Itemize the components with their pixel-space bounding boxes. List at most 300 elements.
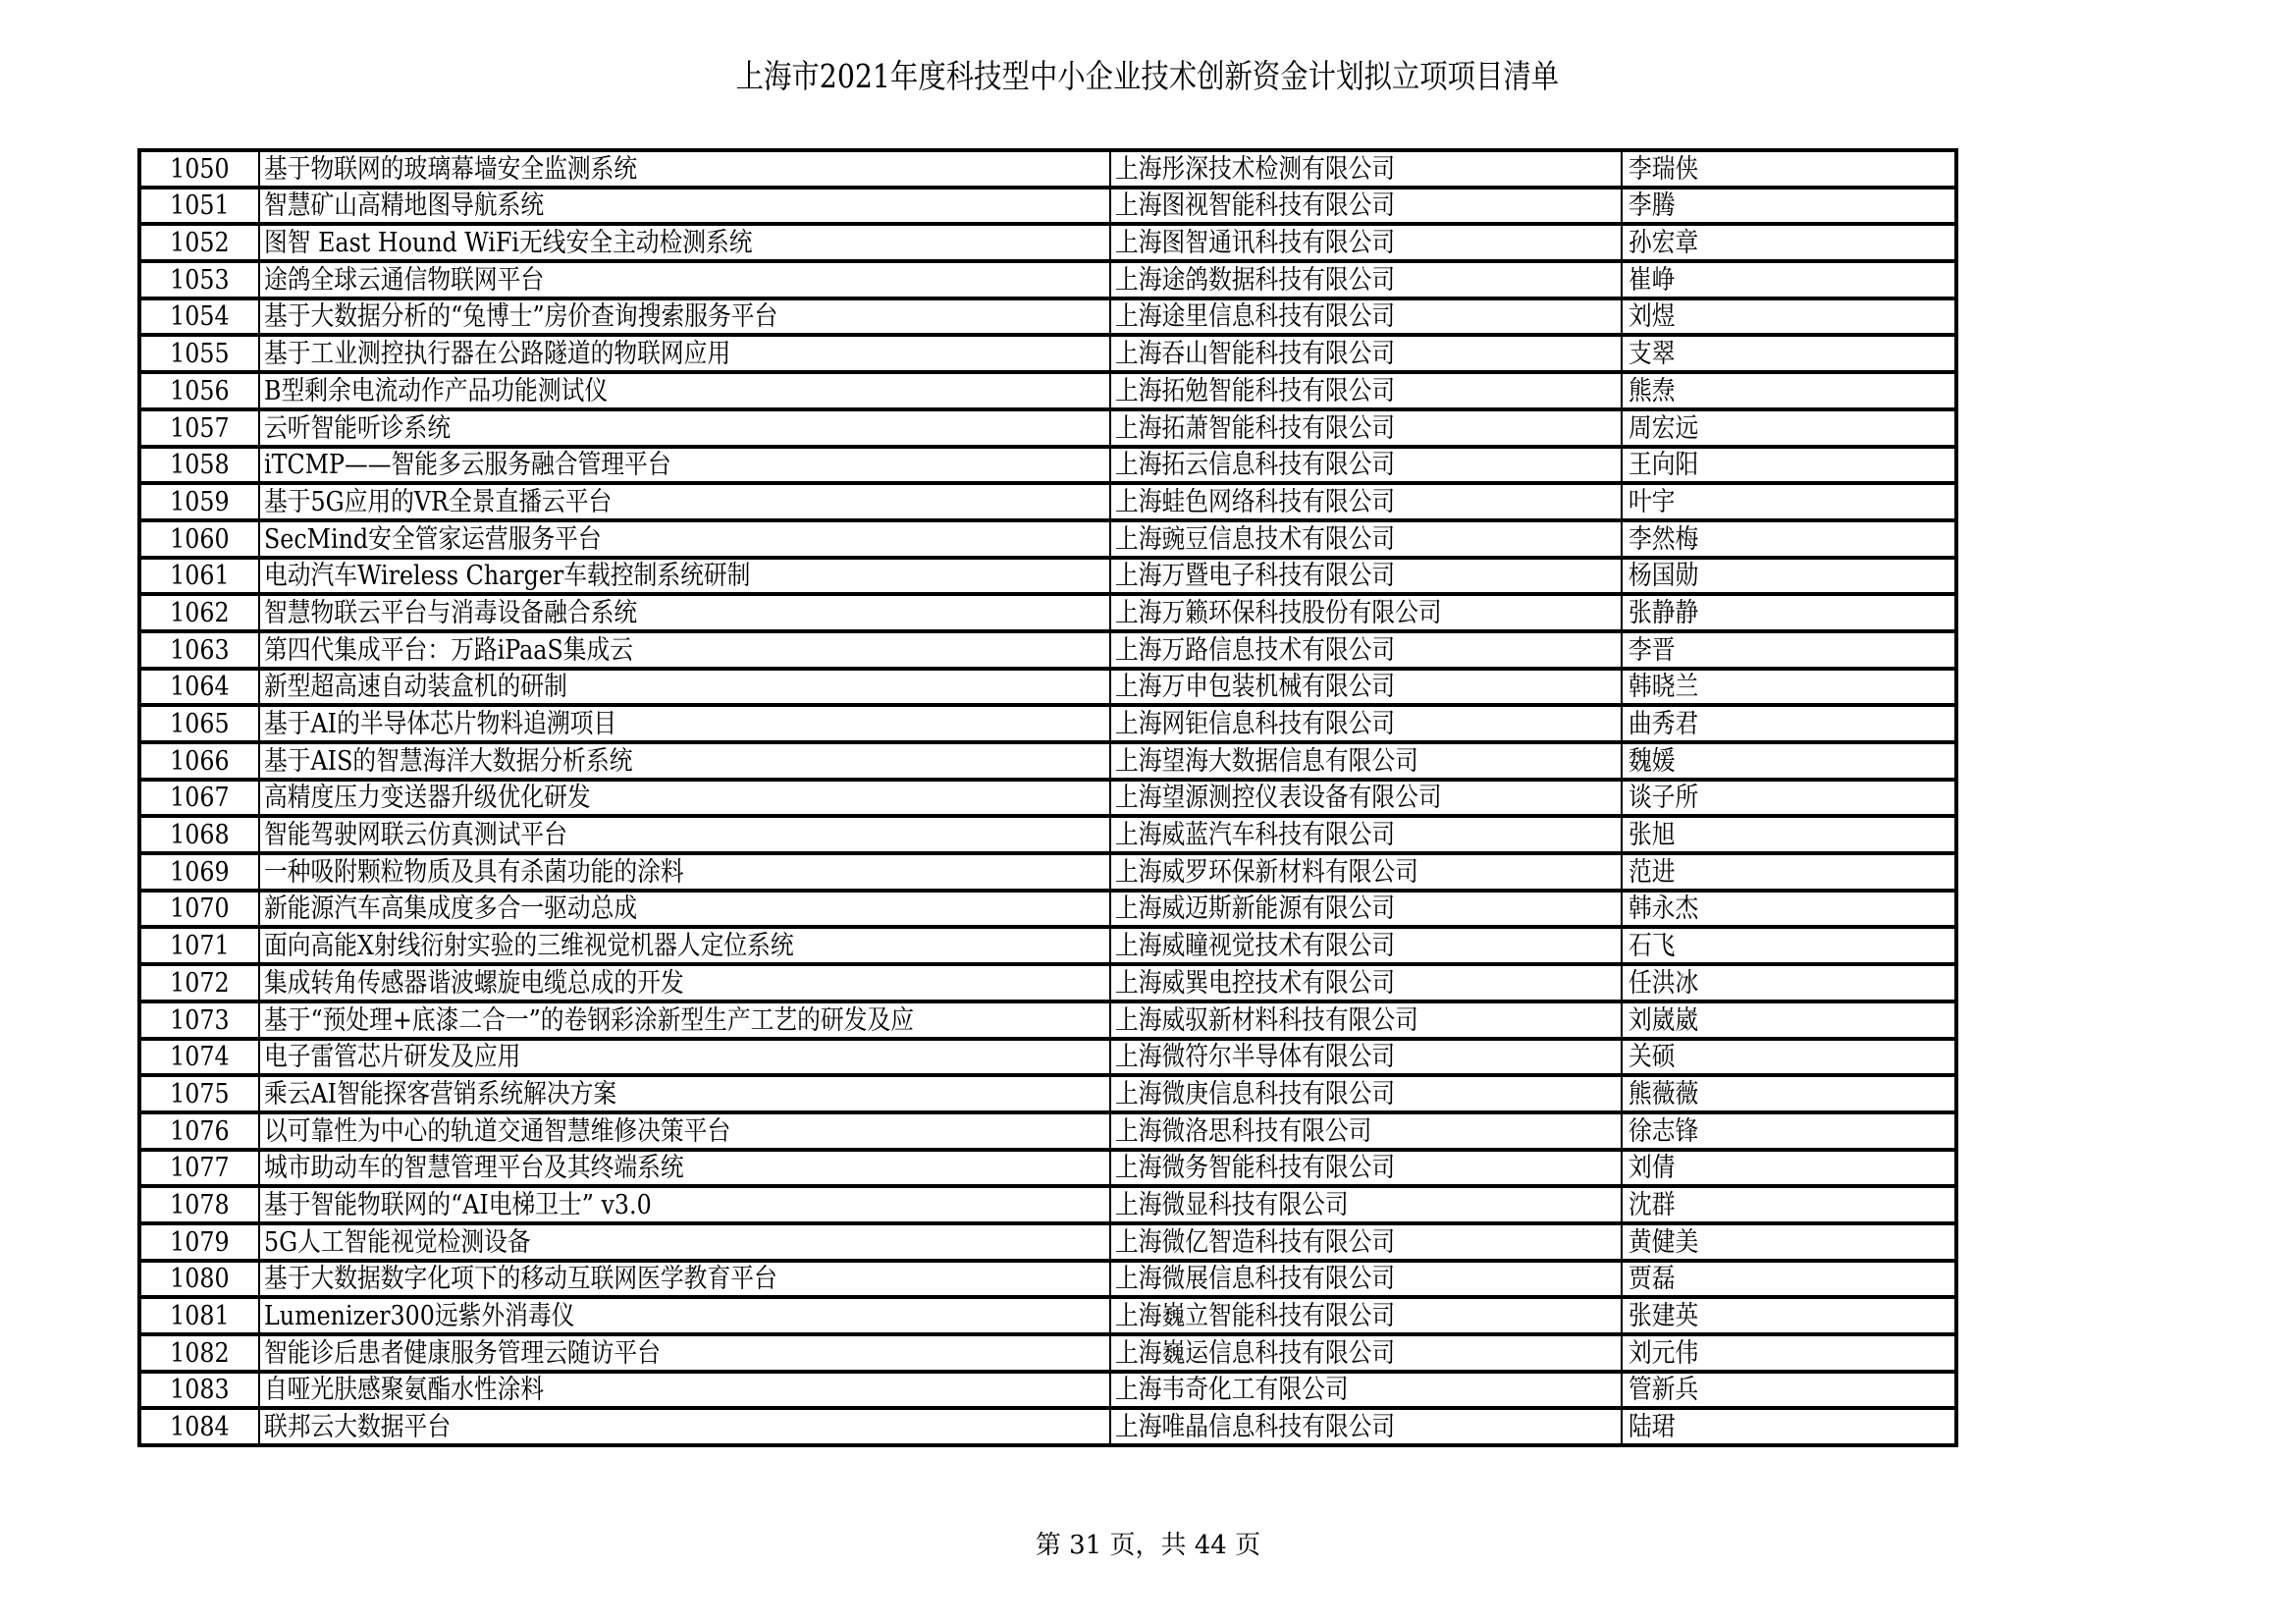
- cell-number-text: 1055: [170, 339, 230, 370]
- table-row: [139, 742, 1956, 780]
- cell-project-name: [259, 520, 1110, 558]
- cell-project-name: [259, 558, 1110, 595]
- cell-project-name-text: 基于大数据分析的“兔博士”房价查询搜索服务平台: [264, 301, 778, 333]
- table-row: [139, 669, 1956, 706]
- cell-project-name-text: 云听智能听诊系统: [264, 412, 452, 444]
- cell-project-name: [259, 964, 1110, 1001]
- cell-contact: [1622, 335, 1956, 372]
- cell-company-text: 上海微显科技有限公司: [1115, 1189, 1349, 1220]
- cell-project-name-text: 基于工业测控执行器在公路隧道的物联网应用: [264, 339, 731, 370]
- cell-contact: [1622, 1261, 1956, 1298]
- cell-contact-text: 沈群: [1629, 1189, 1676, 1220]
- cell-contact-text: 支翠: [1629, 339, 1676, 370]
- cell-contact-text: 张旭: [1629, 820, 1676, 851]
- cell-project-name-text: 以可靠性为中心的轨道交通智慧维修决策平台: [264, 1115, 731, 1147]
- cell-project-name: [259, 1372, 1110, 1409]
- cell-company-text: 上海微庚信息科技有限公司: [1115, 1078, 1396, 1110]
- cell-number: [139, 1261, 259, 1298]
- cell-contact: [1622, 594, 1956, 631]
- cell-company-text: 上海微务智能科技有限公司: [1115, 1153, 1396, 1184]
- cell-number: [139, 742, 259, 780]
- cell-number-text: 1080: [170, 1264, 230, 1295]
- cell-number-text: 1082: [170, 1337, 230, 1369]
- cell-project-name: [259, 853, 1110, 891]
- table-row: [139, 1150, 1956, 1187]
- cell-company: [1110, 1297, 1622, 1334]
- table-row: [139, 1039, 1956, 1076]
- cell-contact-text: 关硕: [1629, 1042, 1676, 1073]
- cell-company-text: 上海微展信息科技有限公司: [1115, 1264, 1396, 1295]
- cell-contact-text: 徐志锋: [1629, 1115, 1699, 1147]
- cell-project-name: [259, 1075, 1110, 1112]
- cell-company-text: 上海微符尔半导体有限公司: [1115, 1042, 1396, 1073]
- cell-project-name: [259, 669, 1110, 706]
- cell-project-name-text: 联邦云大数据平台: [264, 1412, 452, 1443]
- cell-contact-text: 贾磊: [1629, 1264, 1676, 1295]
- cell-number-text: 1064: [170, 672, 230, 703]
- cell-project-name: [259, 372, 1110, 409]
- cell-company: [1110, 188, 1622, 225]
- cell-number: [139, 483, 259, 520]
- cell-contact: [1622, 1150, 1956, 1187]
- cell-company-text: 上海蛙色网络科技有限公司: [1115, 486, 1396, 517]
- cell-project-name-text: 图智 East Hound WiFi无线安全主动检测系统: [264, 228, 753, 259]
- cell-contact: [1622, 1223, 1956, 1261]
- table-row: [139, 1001, 1956, 1039]
- cell-company-text: 上海拓云信息科技有限公司: [1115, 450, 1396, 481]
- table-row: [139, 1408, 1956, 1445]
- cell-contact-text: 张建英: [1629, 1301, 1699, 1331]
- table-row: [139, 1372, 1956, 1409]
- cell-project-name: [259, 1261, 1110, 1298]
- cell-number-text: 1061: [170, 561, 230, 592]
- cell-number: [139, 1223, 259, 1261]
- cell-contact: [1622, 1297, 1956, 1334]
- cell-company-text: 上海唯晶信息科技有限公司: [1115, 1412, 1396, 1443]
- cell-contact-text: 李晋: [1629, 634, 1676, 666]
- cell-contact-text: 刘煜: [1629, 301, 1676, 333]
- cell-number: [139, 1408, 259, 1445]
- cell-project-name: [259, 891, 1110, 928]
- table-row: [139, 631, 1956, 669]
- table-row: [139, 1297, 1956, 1334]
- cell-company: [1110, 1223, 1622, 1261]
- cell-contact: [1622, 927, 1956, 964]
- cell-number-text: 1078: [170, 1189, 230, 1220]
- cell-contact-text: 陆珺: [1629, 1412, 1676, 1443]
- table-row: [139, 298, 1956, 336]
- cell-company: [1110, 224, 1622, 261]
- cell-contact: [1622, 631, 1956, 669]
- cell-contact: [1622, 742, 1956, 780]
- cell-number: [139, 335, 259, 372]
- cell-number-text: 1065: [170, 709, 230, 739]
- cell-project-name-text: 自哑光肤感聚氨酯水性涂料: [264, 1375, 545, 1406]
- cell-number: [139, 1075, 259, 1112]
- cell-contact-text: 刘崴崴: [1629, 1004, 1699, 1036]
- cell-company-text: 上海网钜信息科技有限公司: [1115, 709, 1396, 739]
- cell-company: [1110, 780, 1622, 817]
- cell-company: [1110, 447, 1622, 484]
- page-footer: 第 31 页，共 44 页: [1035, 1531, 1261, 1560]
- cell-company-text: 上海万申包装机械有限公司: [1115, 672, 1396, 703]
- table-row: [139, 261, 1956, 298]
- cell-project-name: [259, 224, 1110, 261]
- cell-number: [139, 372, 259, 409]
- cell-project-name-text: 智慧矿山高精地图导航系统: [264, 190, 545, 222]
- cell-number-text: 1069: [170, 856, 230, 888]
- cell-number-text: 1071: [170, 931, 230, 962]
- cell-project-name: [259, 1186, 1110, 1223]
- cell-company: [1110, 335, 1622, 372]
- cell-company-text: 上海豌豆信息技术有限公司: [1115, 523, 1396, 555]
- document-title: 上海市2021年度科技型中小企业技术创新资金计划拟立项项目清单: [735, 57, 1560, 95]
- cell-project-name-text: 智慧物联云平台与消毒设备融合系统: [264, 597, 638, 628]
- cell-project-name-text: iTCMP——智能多云服务融合管理平台: [264, 450, 671, 481]
- cell-company-text: 上海彤深技术检测有限公司: [1115, 153, 1396, 185]
- cell-contact: [1622, 816, 1956, 853]
- cell-number: [139, 520, 259, 558]
- cell-contact: [1622, 1039, 1956, 1076]
- cell-number-text: 1057: [170, 412, 230, 444]
- cell-company: [1110, 1075, 1622, 1112]
- cell-project-name-text: 基于AI的半导体芯片物料追溯项目: [264, 709, 617, 739]
- cell-contact: [1622, 1334, 1956, 1372]
- cell-company: [1110, 409, 1622, 447]
- cell-company: [1110, 558, 1622, 595]
- cell-company-text: 上海威巽电控技术有限公司: [1115, 967, 1396, 999]
- cell-number: [139, 298, 259, 336]
- cell-contact-text: 刘元伟: [1629, 1337, 1699, 1369]
- cell-contact: [1622, 150, 1956, 188]
- table-row: [139, 335, 1956, 372]
- cell-project-name-text: 电动汽车Wireless Charger车载控制系统研制: [264, 561, 751, 592]
- cell-contact: [1622, 558, 1956, 595]
- cell-project-name-text: 基于智能物联网的“AI电梯卫士” v3.0: [264, 1189, 652, 1220]
- cell-number: [139, 1372, 259, 1409]
- cell-project-name: [259, 1112, 1110, 1150]
- cell-contact: [1622, 964, 1956, 1001]
- cell-contact: [1622, 520, 1956, 558]
- cell-project-name: [259, 483, 1110, 520]
- cell-company-text: 上海万路信息技术有限公司: [1115, 634, 1396, 666]
- cell-number: [139, 261, 259, 298]
- cell-project-name-text: 途鸽全球云通信物联网平台: [264, 264, 545, 296]
- cell-company: [1110, 1261, 1622, 1298]
- cell-contact-text: 刘倩: [1629, 1153, 1676, 1184]
- cell-number-text: 1058: [170, 450, 230, 481]
- cell-project-name: [259, 1001, 1110, 1039]
- cell-company-text: 上海万籁环保科技股份有限公司: [1115, 597, 1442, 628]
- cell-project-name: [259, 1408, 1110, 1445]
- cell-project-name-text: SecMind安全管家运营服务平台: [264, 523, 602, 555]
- cell-number-text: 1070: [170, 893, 230, 925]
- cell-contact: [1622, 1186, 1956, 1223]
- cell-number-text: 1056: [170, 375, 230, 406]
- cell-company: [1110, 594, 1622, 631]
- table-row: [139, 816, 1956, 853]
- cell-number-text: 1073: [170, 1004, 230, 1036]
- cell-project-name-text: B型剩余电流动作产品功能测试仪: [264, 375, 609, 406]
- cell-contact: [1622, 483, 1956, 520]
- cell-number-text: 1054: [170, 301, 230, 333]
- cell-company-text: 上海拓萧智能科技有限公司: [1115, 412, 1396, 444]
- cell-number-text: 1060: [170, 523, 230, 555]
- cell-company: [1110, 1408, 1622, 1445]
- cell-contact: [1622, 705, 1956, 742]
- cell-company: [1110, 261, 1622, 298]
- cell-project-name-text: 基于大数据数字化项下的移动互联网医学教育平台: [264, 1264, 777, 1295]
- cell-company: [1110, 853, 1622, 891]
- cell-number: [139, 1186, 259, 1223]
- cell-project-name: [259, 1297, 1110, 1334]
- cell-contact-text: 范进: [1629, 856, 1676, 888]
- cell-number: [139, 1112, 259, 1150]
- table-row: [139, 594, 1956, 631]
- cell-contact: [1622, 188, 1956, 225]
- cell-contact: [1622, 447, 1956, 484]
- cell-contact: [1622, 780, 1956, 817]
- cell-company: [1110, 520, 1622, 558]
- cell-number: [139, 150, 259, 188]
- cell-project-name-text: 基于“预处理+底漆二合一”的卷钢彩涂新型生产工艺的研发及应: [264, 1004, 914, 1036]
- cell-company: [1110, 1039, 1622, 1076]
- cell-project-name: [259, 1334, 1110, 1372]
- cell-project-name: [259, 1223, 1110, 1261]
- cell-project-name: [259, 742, 1110, 780]
- cell-company-text: 上海途里信息科技有限公司: [1115, 301, 1396, 333]
- cell-project-name: [259, 594, 1110, 631]
- cell-number-text: 1052: [170, 228, 230, 259]
- cell-project-name: [259, 1150, 1110, 1187]
- cell-contact-text: 李腾: [1629, 190, 1676, 222]
- cell-company-text: 上海威驭新材料科技有限公司: [1115, 1004, 1418, 1036]
- table-row: [139, 853, 1956, 891]
- cell-contact-text: 张静静: [1629, 597, 1699, 628]
- cell-company-text: 上海图视智能科技有限公司: [1115, 190, 1396, 222]
- cell-number: [139, 558, 259, 595]
- cell-number: [139, 409, 259, 447]
- cell-company: [1110, 1112, 1622, 1150]
- cell-number-text: 1077: [170, 1153, 230, 1184]
- cell-number-text: 1062: [170, 597, 230, 628]
- cell-contact-text: 任洪冰: [1629, 967, 1699, 999]
- cell-project-name: [259, 261, 1110, 298]
- cell-project-name-text: 基于5G应用的VR全景直播云平台: [264, 486, 613, 517]
- table-row: [139, 1334, 1956, 1372]
- cell-number: [139, 780, 259, 817]
- table-row: [139, 447, 1956, 484]
- cell-project-name: [259, 816, 1110, 853]
- table-row: [139, 780, 1956, 817]
- table-row: [139, 705, 1956, 742]
- cell-contact-text: 熊焘: [1629, 375, 1676, 406]
- cell-project-name: [259, 705, 1110, 742]
- cell-company: [1110, 1186, 1622, 1223]
- cell-contact-text: 黄健美: [1629, 1226, 1699, 1258]
- table-row: [139, 1223, 1956, 1261]
- table-row: [139, 409, 1956, 447]
- cell-number: [139, 669, 259, 706]
- table-row: [139, 1261, 1956, 1298]
- cell-project-name-text: 面向高能X射线衍射实验的三维视觉机器人定位系统: [264, 931, 794, 962]
- cell-project-name: [259, 1039, 1110, 1076]
- cell-contact: [1622, 298, 1956, 336]
- table-row: [139, 891, 1956, 928]
- cell-number-text: 1051: [170, 190, 230, 222]
- cell-company-text: 上海望海大数据信息有限公司: [1115, 745, 1418, 777]
- cell-company: [1110, 964, 1622, 1001]
- table-row: [139, 964, 1956, 1001]
- table-row: [139, 927, 1956, 964]
- cell-company: [1110, 705, 1622, 742]
- cell-project-name-text: 一种吸附颗粒物质及具有杀菌功能的涂料: [264, 856, 684, 888]
- cell-company-text: 上海途鸽数据科技有限公司: [1115, 264, 1396, 296]
- cell-company: [1110, 1001, 1622, 1039]
- cell-number-text: 1068: [170, 820, 230, 851]
- cell-project-name-text: 新能源汽车高集成度多合一驱动总成: [264, 893, 638, 925]
- cell-company: [1110, 1372, 1622, 1409]
- cell-company-text: 上海望源测控仪表设备有限公司: [1115, 783, 1442, 814]
- cell-number-text: 1072: [170, 967, 230, 999]
- cell-company-text: 上海威罗环保新材料有限公司: [1115, 856, 1418, 888]
- table-row: [139, 372, 1956, 409]
- cell-number: [139, 1334, 259, 1372]
- table-row: [139, 1075, 1956, 1112]
- table-row: [139, 1112, 1956, 1150]
- project-table-body: [139, 150, 1956, 1445]
- table-row: [139, 520, 1956, 558]
- cell-company: [1110, 891, 1622, 928]
- cell-project-name-text: 高精度压力变送器升级优化研发: [264, 783, 591, 814]
- cell-number: [139, 853, 259, 891]
- cell-project-name: [259, 631, 1110, 669]
- cell-project-name: [259, 927, 1110, 964]
- cell-project-name-text: 基于AIS的智慧海洋大数据分析系统: [264, 745, 633, 777]
- cell-number-text: 1053: [170, 264, 230, 296]
- cell-contact-text: 韩晓兰: [1629, 672, 1699, 703]
- cell-contact: [1622, 224, 1956, 261]
- cell-contact: [1622, 409, 1956, 447]
- cell-number: [139, 1297, 259, 1334]
- cell-project-name: [259, 335, 1110, 372]
- cell-number-text: 1063: [170, 634, 230, 666]
- cell-contact: [1622, 1075, 1956, 1112]
- cell-contact-text: 孙宏章: [1629, 228, 1699, 259]
- cell-contact: [1622, 1001, 1956, 1039]
- cell-project-name-text: 智能诊后患者健康服务管理云随访平台: [264, 1337, 661, 1369]
- cell-contact: [1622, 853, 1956, 891]
- cell-project-name-text: 5G人工智能视觉检测设备: [264, 1226, 531, 1258]
- cell-project-name-text: 城市助动车的智慧管理平台及其终端系统: [264, 1153, 684, 1184]
- cell-number: [139, 1039, 259, 1076]
- cell-contact-text: 杨国勋: [1629, 561, 1699, 592]
- cell-project-name: [259, 150, 1110, 188]
- cell-contact-text: 管新兵: [1629, 1375, 1699, 1406]
- cell-company-text: 上海万暨电子科技有限公司: [1115, 561, 1396, 592]
- cell-number: [139, 188, 259, 225]
- cell-company-text: 上海威瞳视觉技术有限公司: [1115, 931, 1396, 962]
- cell-contact: [1622, 261, 1956, 298]
- cell-project-name-text: 电子雷管芯片研发及应用: [264, 1042, 521, 1073]
- cell-contact-text: 石飞: [1629, 931, 1676, 962]
- cell-company: [1110, 669, 1622, 706]
- cell-number: [139, 927, 259, 964]
- cell-number: [139, 891, 259, 928]
- table-row: [139, 150, 1956, 188]
- cell-company: [1110, 927, 1622, 964]
- cell-project-name-text: 智能驾驶网联云仿真测试平台: [264, 820, 567, 851]
- project-table: [137, 148, 1958, 1447]
- cell-contact-text: 叶宇: [1629, 486, 1676, 517]
- cell-number: [139, 964, 259, 1001]
- table-row: [139, 1186, 1956, 1223]
- cell-number: [139, 447, 259, 484]
- cell-company-text: 上海威蓝汽车科技有限公司: [1115, 820, 1396, 851]
- cell-company-text: 上海韦奇化工有限公司: [1115, 1375, 1349, 1406]
- cell-project-name-text: 新型超高速自动装盒机的研制: [264, 672, 567, 703]
- cell-number-text: 1066: [170, 745, 230, 777]
- cell-contact: [1622, 372, 1956, 409]
- cell-contact: [1622, 1112, 1956, 1150]
- cell-company: [1110, 372, 1622, 409]
- cell-contact-text: 崔峥: [1629, 264, 1676, 296]
- cell-number-text: 1059: [170, 486, 230, 517]
- table-row: [139, 558, 1956, 595]
- cell-number: [139, 705, 259, 742]
- cell-company: [1110, 298, 1622, 336]
- cell-project-name-text: Lumenizer300远紫外消毒仪: [264, 1301, 575, 1331]
- cell-company-text: 上海微亿智造科技有限公司: [1115, 1226, 1396, 1258]
- cell-company: [1110, 816, 1622, 853]
- cell-company-text: 上海巍立智能科技有限公司: [1115, 1301, 1396, 1331]
- cell-project-name-text: 第四代集成平台：万路iPaaS集成云: [264, 634, 634, 666]
- cell-company-text: 上海巍运信息科技有限公司: [1115, 1337, 1396, 1369]
- cell-company: [1110, 1334, 1622, 1372]
- table-row: [139, 224, 1956, 261]
- cell-contact: [1622, 669, 1956, 706]
- cell-number-text: 1050: [170, 153, 230, 185]
- cell-company-text: 上海威迈斯新能源有限公司: [1115, 893, 1396, 925]
- cell-number: [139, 594, 259, 631]
- cell-contact-text: 熊薇薇: [1629, 1078, 1699, 1110]
- cell-number: [139, 224, 259, 261]
- cell-number: [139, 816, 259, 853]
- cell-project-name-text: 基于物联网的玻璃幕墙安全监测系统: [264, 153, 638, 185]
- cell-company: [1110, 483, 1622, 520]
- cell-project-name: [259, 780, 1110, 817]
- cell-contact: [1622, 1372, 1956, 1409]
- cell-number-text: 1074: [170, 1042, 230, 1073]
- cell-contact-text: 韩永杰: [1629, 893, 1699, 925]
- cell-project-name: [259, 409, 1110, 447]
- cell-company: [1110, 150, 1622, 188]
- cell-number: [139, 1150, 259, 1187]
- cell-number: [139, 631, 259, 669]
- cell-number-text: 1084: [170, 1412, 230, 1443]
- cell-contact-text: 谈子所: [1629, 783, 1699, 814]
- cell-contact: [1622, 891, 1956, 928]
- cell-number-text: 1083: [170, 1375, 230, 1406]
- cell-number-text: 1067: [170, 783, 230, 814]
- cell-project-name-text: 乘云AI智能探客营销系统解决方案: [264, 1078, 617, 1110]
- cell-company-text: 上海拓勉智能科技有限公司: [1115, 375, 1396, 406]
- cell-company-text: 上海图智通讯科技有限公司: [1115, 228, 1396, 259]
- cell-project-name-text: 集成转角传感器谐波螺旋电缆总成的开发: [264, 967, 684, 999]
- cell-number: [139, 1001, 259, 1039]
- cell-company: [1110, 631, 1622, 669]
- cell-contact-text: 魏媛: [1629, 745, 1676, 777]
